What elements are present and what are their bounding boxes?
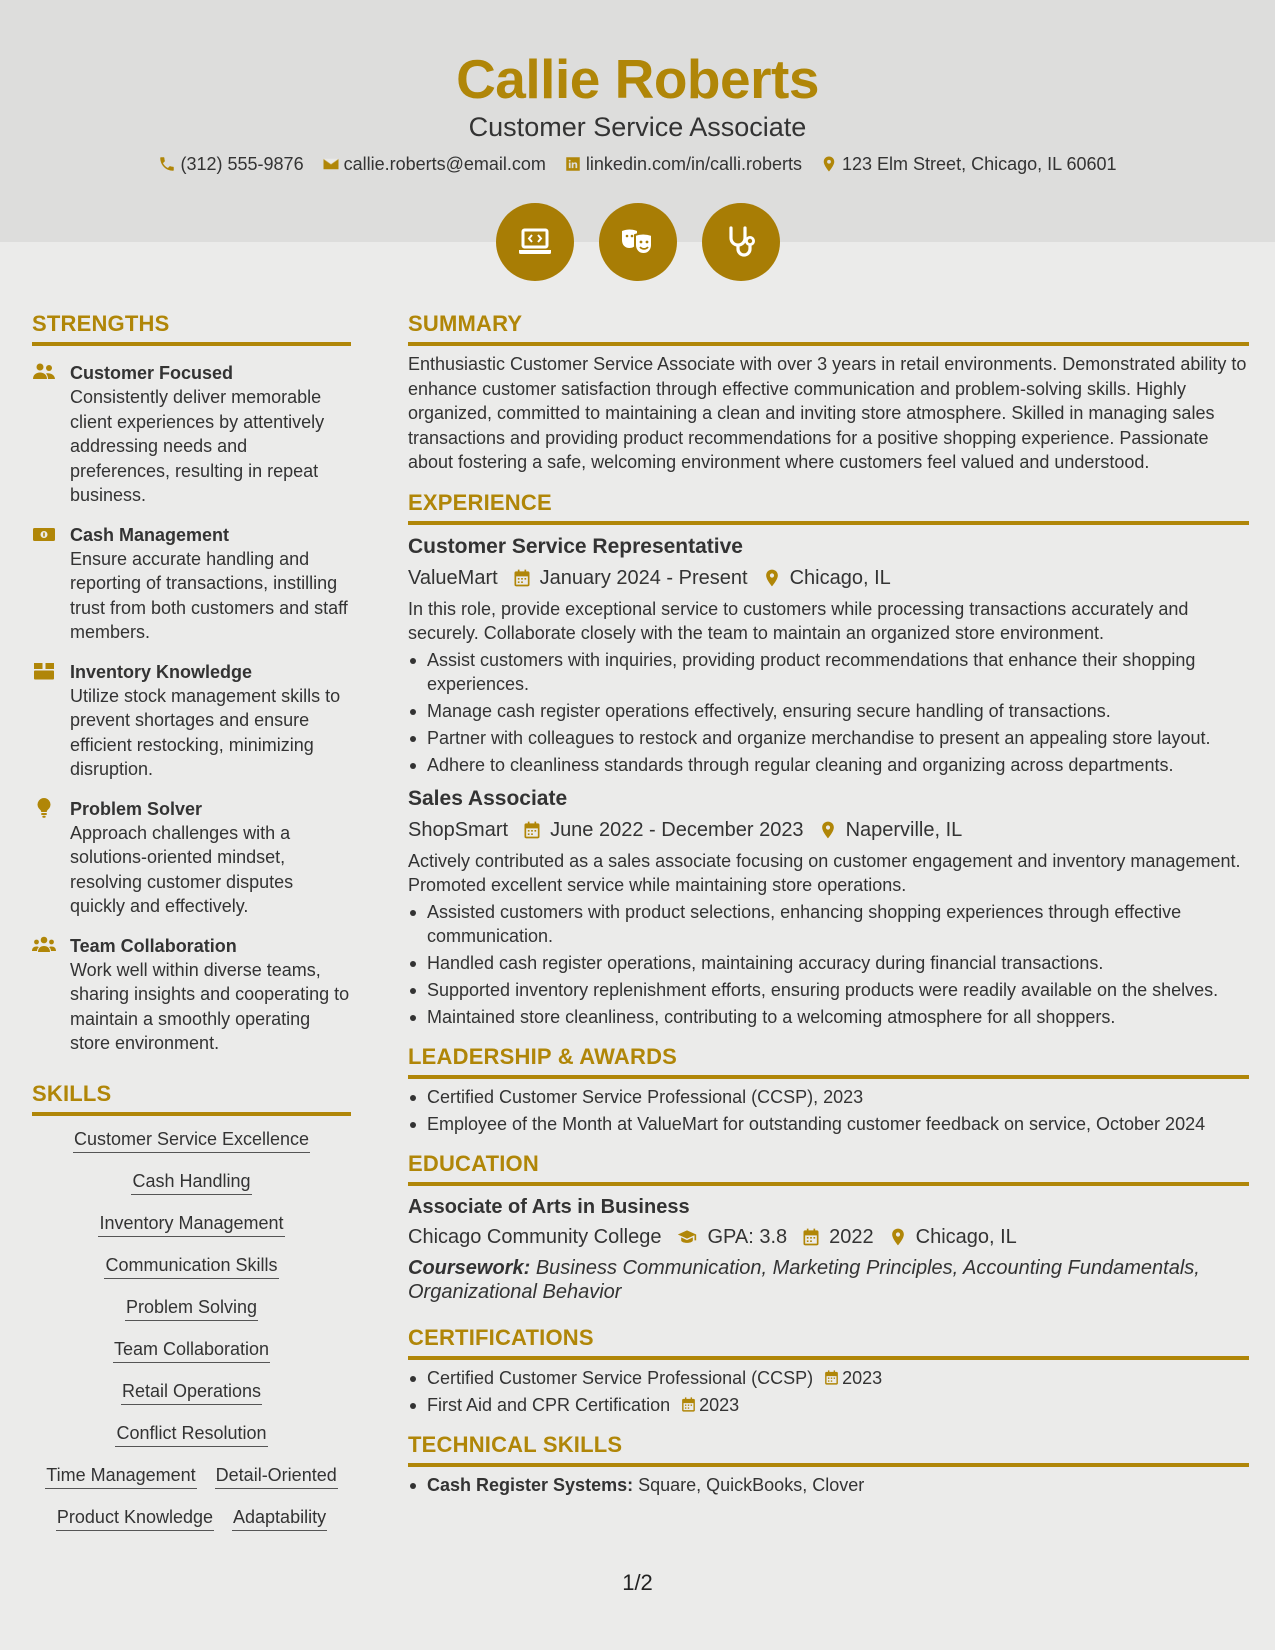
summary-heading: SUMMARY xyxy=(408,310,1249,346)
left-column xyxy=(32,310,351,1531)
strength-title: Cash Management xyxy=(70,524,230,545)
strength-desc: Consistently deliver memorable client experiences by attentively addressing needs and preferences, resulting in repeat business. xyxy=(70,387,325,505)
job-bullets xyxy=(408,900,1249,1029)
phone-icon xyxy=(158,155,176,173)
skill-tag: Inventory Management xyxy=(98,1210,284,1237)
skill-tag: Detail-Oriented xyxy=(215,1462,338,1489)
list-item: Certified Customer Service Professional (CCSP), 2023 xyxy=(408,1085,1249,1109)
awards-list xyxy=(408,1085,1249,1136)
laptop-code-icon xyxy=(515,222,555,262)
summary-text: Enthusiastic Customer Service Associate with over 3 years in retail environments. Demonstrated ability to enhance customer satisfaction through effective communication and problem-solving skills. Highly organized, committed to maintaining a clean and inviting store atmosphere. Skilled in managing sales transactions and providing product recommendations for a positive shopping experience. Passionate about fostering a safe, welcoming environment where customers feel valued and understood. xyxy=(408,354,1247,472)
list-item: Supported inventory replenishment efforts, ensuring products were readily available on the shelves. xyxy=(408,978,1249,1002)
coursework xyxy=(408,1256,1249,1304)
strength-title: Customer Focused xyxy=(70,363,234,383)
technical-skills-list xyxy=(408,1473,1249,1497)
job-entry xyxy=(408,533,1249,777)
skill-tag: Product Knowledge xyxy=(56,1504,214,1531)
users-icon xyxy=(32,362,56,382)
coursework-list: Business Communication, Marketing Principles, Accounting Fundamentals, Organizational Behavior xyxy=(408,1256,1200,1303)
job-company: ValueMart xyxy=(408,566,498,589)
strength-desc: Work well within diverse teams, sharing insights and cooperating to maintain a smoothly operating store environment. xyxy=(70,959,350,1053)
calendar-icon xyxy=(823,1369,840,1386)
education-location: Chicago, IL xyxy=(915,1225,1017,1248)
strength-desc: Approach challenges with a solutions-oriented mindset, resolving customer disputes quickly and effectively. xyxy=(70,822,294,916)
job-entry xyxy=(408,785,1249,1029)
strength-desc: Utilize stock management skills to prevent shortages and ensure efficient restocking, minimizing disruption. xyxy=(70,685,341,779)
experience-heading: EXPERIENCE xyxy=(408,489,1249,525)
certifications-list xyxy=(408,1366,1249,1417)
contact-address xyxy=(820,152,1117,176)
list-item: Assist customers with inquiries, providing product recommendations that enhance their shopping experiences. xyxy=(408,648,1249,696)
candidate-name: Callie Roberts xyxy=(456,48,819,110)
strength-item xyxy=(32,797,351,919)
calendar-icon xyxy=(512,568,532,588)
graduation-cap-icon xyxy=(675,1227,699,1247)
list-item: Employee of the Month at ValueMart for outstanding customer feedback on service, October 2024 xyxy=(408,1112,1249,1136)
right-column xyxy=(408,310,1249,1500)
list-item xyxy=(408,1393,1249,1417)
calendar-icon xyxy=(801,1227,821,1247)
skills-list xyxy=(32,1126,351,1531)
skill-tag: Conflict Resolution xyxy=(115,1420,267,1447)
cert-year: 2023 xyxy=(699,1394,740,1415)
strength-item xyxy=(32,361,351,508)
skill-tag: Time Management xyxy=(45,1462,196,1489)
skill-tag: Cash Handling xyxy=(131,1168,251,1195)
skill-tag: Problem Solving xyxy=(125,1294,258,1321)
stethoscope-circle xyxy=(702,203,780,281)
job-title: Customer Service Representative xyxy=(408,534,743,558)
skill-tag: Adaptability xyxy=(232,1504,327,1531)
skills-heading: SKILLS xyxy=(32,1080,351,1116)
education-meta xyxy=(408,1222,1249,1252)
headline: Customer Service Associate xyxy=(468,112,807,142)
list-item: Manage cash register operations effectively, ensuring secure handling of transactions. xyxy=(408,699,1249,723)
linkedin-text: linkedin.com/in/calli.roberts xyxy=(585,154,803,174)
page-number: 1/2 xyxy=(622,1570,653,1595)
coursework-label: Coursework: xyxy=(408,1256,531,1279)
address-text: 123 Elm Street, Chicago, IL 60601 xyxy=(842,154,1117,174)
tech-label: Cash Register Systems: xyxy=(427,1474,634,1495)
strength-title: Inventory Knowledge xyxy=(70,661,253,682)
calendar-icon xyxy=(680,1396,697,1413)
list-item xyxy=(408,1473,1249,1497)
job-location: Chicago, IL xyxy=(789,566,891,589)
job-dates: January 2024 - Present xyxy=(539,566,748,589)
list-item xyxy=(408,1366,1249,1390)
theater-masks-icon xyxy=(618,222,658,262)
gpa: GPA: 3.8 xyxy=(707,1225,788,1248)
strengths-heading: STRENGTHS xyxy=(32,310,351,346)
map-pin-icon xyxy=(888,1227,908,1247)
job-title: Sales Associate xyxy=(408,786,568,810)
contact-bar xyxy=(0,152,1275,176)
phone-text: (312) 555-9876 xyxy=(180,154,304,174)
strength-item xyxy=(32,523,351,645)
contact-email[interactable] xyxy=(322,152,546,176)
job-location: Naperville, IL xyxy=(845,818,963,841)
list-item: Adhere to cleanliness standards through regular cleaning and organizing across departments. xyxy=(408,753,1249,777)
awards-heading: LEADERSHIP & AWARDS xyxy=(408,1043,1249,1079)
envelope-icon xyxy=(322,155,340,173)
graduation-year: 2022 xyxy=(829,1225,874,1248)
strength-item xyxy=(32,660,351,782)
job-bullets xyxy=(408,648,1249,777)
list-item: Handled cash register operations, maintaining accuracy during financial transactions. xyxy=(408,951,1249,975)
skill-tag: Communication Skills xyxy=(104,1252,278,1279)
cert-name: Certified Customer Service Professional (CCSP) xyxy=(427,1367,814,1388)
strength-title: Team Collaboration xyxy=(70,935,237,956)
list-item: Maintained store cleanliness, contributing to a welcoming atmosphere for all shoppers. xyxy=(408,1005,1249,1029)
laptop-code-circle xyxy=(496,203,574,281)
cert-name: First Aid and CPR Certification xyxy=(427,1394,671,1415)
job-meta xyxy=(408,815,1249,845)
icon-circles xyxy=(0,203,1275,281)
degree: Associate of Arts in Business xyxy=(408,1195,690,1218)
email-text: callie.roberts@email.com xyxy=(343,154,546,174)
map-pin-icon xyxy=(818,820,838,840)
contact-phone[interactable] xyxy=(158,152,303,176)
lightbulb-icon xyxy=(32,798,56,818)
strength-item xyxy=(32,934,351,1056)
tech-value: Square, QuickBooks, Clover xyxy=(638,1474,865,1495)
job-dates: June 2022 - December 2023 xyxy=(550,818,804,841)
contact-linkedin[interactable] xyxy=(564,152,802,176)
job-meta xyxy=(408,563,1249,593)
linkedin-icon xyxy=(564,155,582,173)
skill-tag: Customer Service Excellence xyxy=(73,1126,310,1153)
technical-skills-heading: TECHNICAL SKILLS xyxy=(408,1431,1249,1467)
stethoscope-icon xyxy=(721,222,761,262)
theater-masks-circle xyxy=(599,203,677,281)
map-pin-icon xyxy=(762,568,782,588)
box-icon xyxy=(32,661,56,681)
calendar-icon xyxy=(522,820,542,840)
strength-desc: Ensure accurate handling and reporting of transactions, instilling trust from both customers and staff members. xyxy=(70,548,348,642)
skill-tag: Team Collaboration xyxy=(113,1336,270,1363)
cert-year: 2023 xyxy=(842,1367,883,1388)
school: Chicago Community College xyxy=(408,1225,662,1248)
certifications-heading: CERTIFICATIONS xyxy=(408,1324,1249,1360)
job-company: ShopSmart xyxy=(408,818,509,841)
job-description: Actively contributed as a sales associate focusing on customer engagement and inventory management. Promoted excellent service while maintaining store operations. xyxy=(408,850,1241,895)
map-pin-icon xyxy=(820,155,838,173)
education-heading: EDUCATION xyxy=(408,1150,1249,1186)
money-bill-icon xyxy=(32,524,56,544)
skill-tag: Retail Operations xyxy=(121,1378,262,1405)
list-item: Assisted customers with product selections, enhancing shopping experiences through effective communication. xyxy=(408,900,1249,948)
job-description: In this role, provide exceptional service to customers while processing transactions accurately and securely. Collaborate closely with the team to maintain an organized store environment. xyxy=(408,598,1189,643)
team-icon xyxy=(32,935,56,955)
list-item: Partner with colleagues to restock and organize merchandise to present an appealing store layout. xyxy=(408,726,1249,750)
strength-title: Problem Solver xyxy=(70,798,203,819)
